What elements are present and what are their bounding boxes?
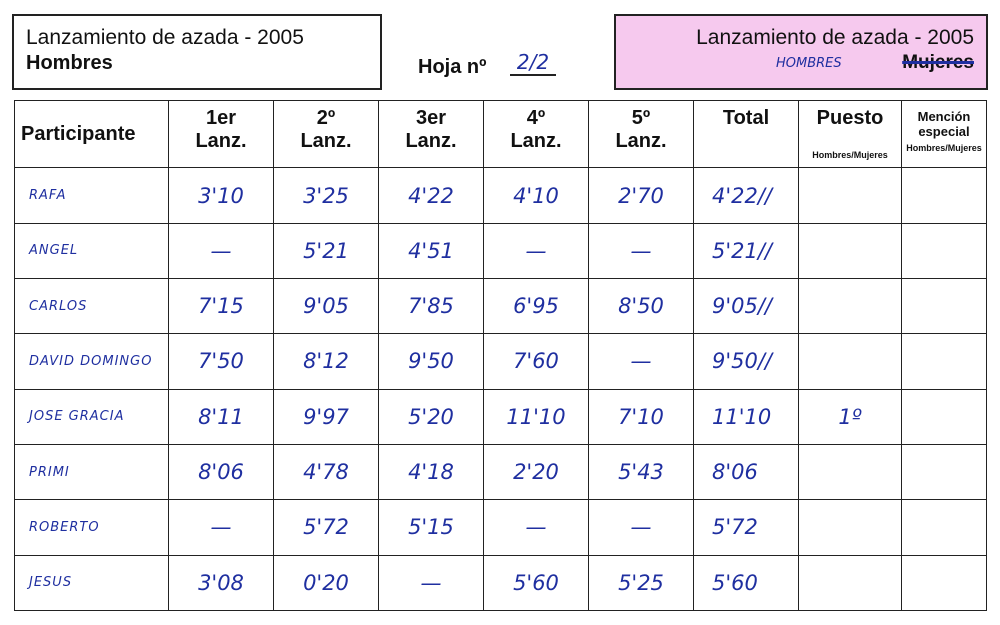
throw-5: — [589, 223, 694, 278]
throw-2: 9'97 [274, 389, 379, 444]
throw-5: 2'70 [589, 168, 694, 223]
table-row [15, 444, 987, 499]
results-table [14, 100, 987, 611]
total-value: 5'72 [694, 500, 799, 555]
throw-3: 7'85 [379, 279, 484, 334]
puesto-value [799, 279, 902, 334]
participant-name: ANGEL [15, 223, 169, 278]
throw-3: 4'18 [379, 444, 484, 499]
col-throw-3: 3er Lanz. [379, 101, 484, 168]
throw-5: 8'50 [589, 279, 694, 334]
participant-name: JOSE GRACIA [15, 389, 169, 444]
participant-name: JESUS [15, 555, 169, 610]
throw-4: 6'95 [484, 279, 589, 334]
table-row [15, 555, 987, 610]
col-throw-5: 5º Lanz. [589, 101, 694, 168]
puesto-value [799, 168, 902, 223]
total-value: 5'21// [694, 223, 799, 278]
table-row [15, 334, 987, 389]
puesto-value [799, 444, 902, 499]
puesto-value: 1º [799, 389, 902, 444]
header-box-category [614, 14, 988, 90]
table-row [15, 389, 987, 444]
col-mencion: Mención especial Hombres/Mujeres [902, 101, 987, 168]
puesto-value [799, 223, 902, 278]
throw-5: 7'10 [589, 389, 694, 444]
mujeres-crossed-label: Mujeres [902, 52, 974, 73]
participant-name: PRIMI [15, 444, 169, 499]
throw-1: 7'15 [169, 279, 274, 334]
mencion-value [902, 444, 987, 499]
throw-2: 3'25 [274, 168, 379, 223]
throw-3: — [379, 555, 484, 610]
throw-4: 11'10 [484, 389, 589, 444]
col-throw-1: 1er Lanz. [169, 101, 274, 168]
throw-5: 5'43 [589, 444, 694, 499]
puesto-value [799, 334, 902, 389]
throw-3: 4'51 [379, 223, 484, 278]
throw-4: — [484, 223, 589, 278]
participant-name: ROBERTO [15, 500, 169, 555]
throw-2: 5'72 [274, 500, 379, 555]
throw-4: — [484, 500, 589, 555]
total-value: 9'50// [694, 334, 799, 389]
throw-1: 7'50 [169, 334, 274, 389]
handwritten-hombres: HOMBRES [776, 56, 842, 71]
throw-1: — [169, 500, 274, 555]
throw-2: 4'78 [274, 444, 379, 499]
throw-2: 5'21 [274, 223, 379, 278]
throw-1: 8'11 [169, 389, 274, 444]
puesto-value [799, 555, 902, 610]
table-row [15, 223, 987, 278]
table-row [15, 168, 987, 223]
throw-4: 5'60 [484, 555, 589, 610]
throw-5: 5'25 [589, 555, 694, 610]
event-title: Lanzamiento de azada - 2005 [26, 26, 304, 49]
total-value: 5'60 [694, 555, 799, 610]
mencion-value [902, 334, 987, 389]
throw-3: 9'50 [379, 334, 484, 389]
throw-2: 8'12 [274, 334, 379, 389]
total-value: 8'06 [694, 444, 799, 499]
mencion-value [902, 555, 987, 610]
col-throw-2: 2º Lanz. [274, 101, 379, 168]
mencion-value [902, 168, 987, 223]
col-participant: Participante [15, 101, 169, 168]
header-box-hombres [12, 14, 382, 90]
throw-5: — [589, 500, 694, 555]
table-header-row [15, 101, 987, 168]
col-puesto: Puesto Hombres/Mujeres [799, 101, 902, 168]
participant-name: DAVID DOMINGO [15, 334, 169, 389]
throw-1: 3'10 [169, 168, 274, 223]
table-row [15, 500, 987, 555]
mencion-value [902, 500, 987, 555]
throw-1: 8'06 [169, 444, 274, 499]
participant-name: CARLOS [15, 279, 169, 334]
category-label: Hombres [26, 52, 113, 74]
col-total: Total [694, 101, 799, 168]
puesto-value [799, 500, 902, 555]
sheet-number-value: 2/2 [510, 50, 556, 76]
table-row [15, 279, 987, 334]
throw-3: 5'20 [379, 389, 484, 444]
throw-2: 0'20 [274, 555, 379, 610]
total-value: 4'22// [694, 168, 799, 223]
throw-4: 2'20 [484, 444, 589, 499]
total-value: 11'10 [694, 389, 799, 444]
throw-4: 4'10 [484, 168, 589, 223]
participant-name: RAFA [15, 168, 169, 223]
col-throw-4: 4º Lanz. [484, 101, 589, 168]
sheet-number-label: Hoja nº [418, 56, 487, 78]
throw-3: 5'15 [379, 500, 484, 555]
throw-1: 3'08 [169, 555, 274, 610]
throw-5: — [589, 334, 694, 389]
total-value: 9'05// [694, 279, 799, 334]
mencion-value [902, 279, 987, 334]
event-title-right: Lanzamiento de azada - 2005 [696, 26, 974, 49]
throw-1: — [169, 223, 274, 278]
throw-2: 9'05 [274, 279, 379, 334]
mencion-value [902, 389, 987, 444]
mencion-value [902, 223, 987, 278]
throw-4: 7'60 [484, 334, 589, 389]
throw-3: 4'22 [379, 168, 484, 223]
